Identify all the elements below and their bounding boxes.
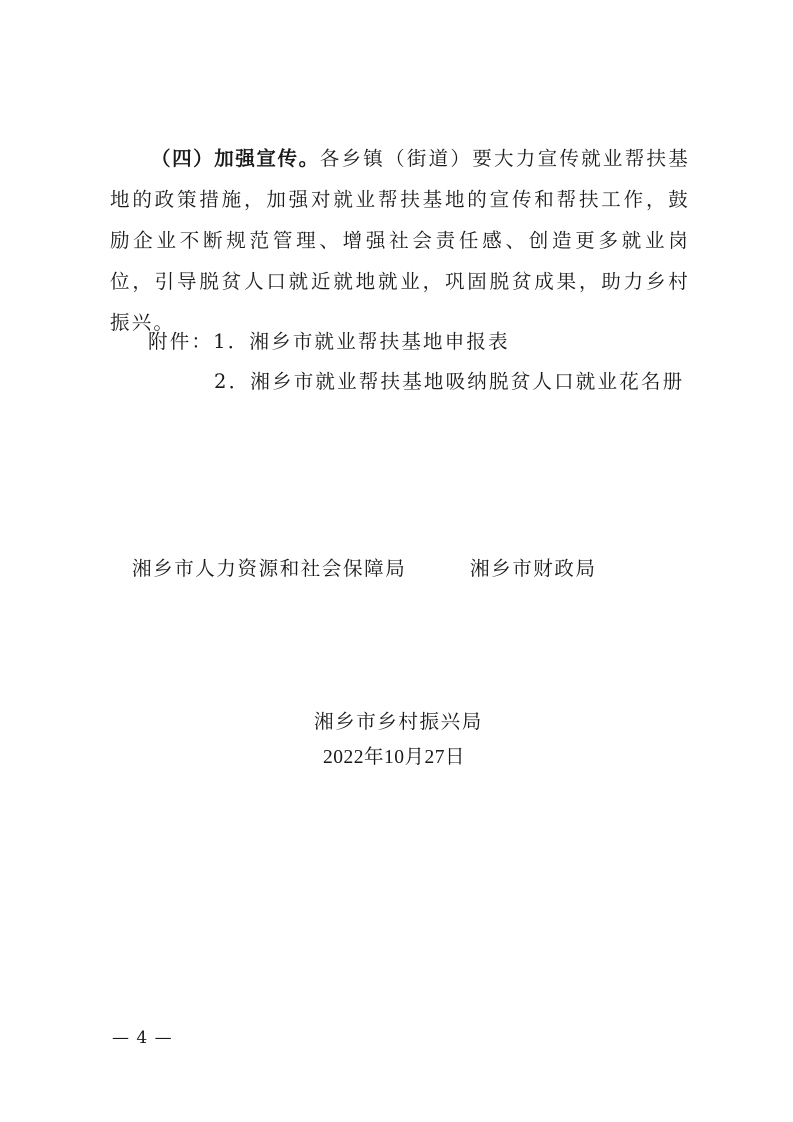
- signature-finance-bureau: 湘乡市财政局: [470, 557, 597, 580]
- signature-rural-bureau: 湘乡市乡村振兴局: [314, 710, 483, 733]
- attachment-label-1: 1．湘乡市就业帮扶基地申报表: [213, 330, 510, 353]
- page-number: — 4 —: [112, 1028, 173, 1048]
- attachment-item-1: [148, 326, 510, 354]
- document-date: 2022年10月27日: [323, 747, 466, 768]
- attachment-label-2: 2．湘乡市就业帮扶基地吸纳脱贫人口就业花名册: [214, 370, 685, 393]
- signature-hr-bureau: 湘乡市人力资源和社会保障局: [132, 557, 407, 580]
- attachment-item-2: [214, 366, 684, 394]
- attachment-prefix: 附件：: [148, 330, 214, 353]
- section-heading: （四）加强宣传。: [151, 147, 320, 170]
- section-body: 各乡镇（街道）要大力宣传就业帮扶基地的政策措施，加强对就业帮扶基地的宣传和帮扶工作，鼓励企业不断规范管理、增强社会责任感、创造更多就业岗位，引导脱贫人口就近就地就业，巩固脱贫成果，助力乡村振兴。: [110, 147, 690, 334]
- section-paragraph: [110, 138, 690, 343]
